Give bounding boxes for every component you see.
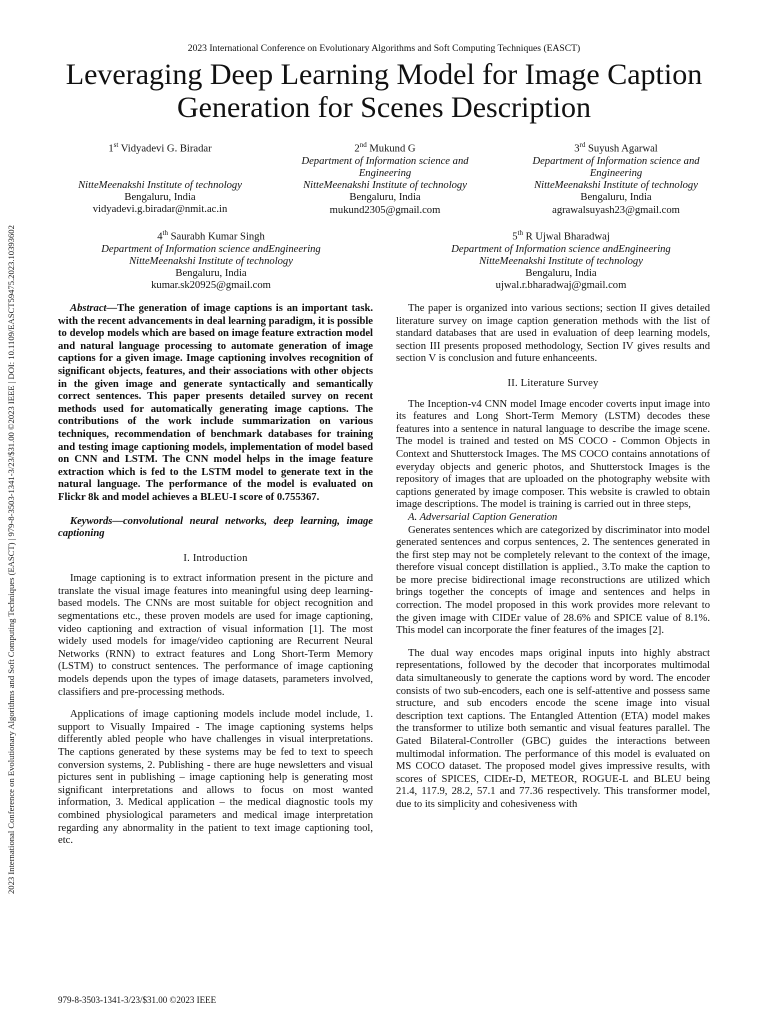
author-institute: NitteMeenakshi Institute of technology	[303, 180, 467, 192]
author-block-2	[286, 139, 484, 217]
author-department: Department of Information science and Engineering	[301, 155, 469, 179]
author-name: 1st Vidyadevi G. Biradar	[108, 141, 212, 155]
author-department: Department of Information science and Engineering	[532, 155, 700, 179]
literature-paragraph-2: Generates sentences which are categorized by discriminator into model generated sentences and corpus sentences, 2. The sentences generated in the first step may not be completely relevant to the context of the image, therefore visual concept distillation is applied., 3.To make the caption to be more precise bidirectional image reconstructions are utilized which brings together the concepts of image and sentences and helps in correction. The model proposed in this work provides more relevant to the given image with CIDEr value of 28.6% and SPICE value of 8.1%. This model can incorporate the finer features of the images [2].	[396, 524, 710, 637]
author-email: mukund2305@gmail.com	[329, 204, 441, 216]
author-city: Bengaluru, India	[175, 268, 247, 280]
author-institute: NitteMeenakshi Institute of technology	[479, 255, 643, 267]
keywords: Keywords—convolutional neural networks, deep learning, image captioning	[58, 515, 373, 540]
author-city: Bengaluru, India	[124, 191, 196, 203]
author-block-5	[430, 227, 692, 293]
author-department: Department of Information science andEngineering	[101, 243, 321, 255]
author-block-4	[80, 227, 342, 293]
author-email: agrawalsuyash23@gmail.com	[552, 204, 680, 216]
author-email: vidyadevi.g.biradar@nmit.ac.in	[92, 204, 228, 216]
abstract: Abstract—The generation of image captions is an important task. with the recent advancements in deal learning paradigm, it is possible to develop models which are based on image feature extraction model and natural language processing to automate generation of image captions for a given image. Image captioning involves recognition of significant objects, features, and their associations with other objects in the given image and generate syntactically and semantically correct sentences. This paper presents detailed survey on recent methods used for automatically generating image captions. The contributions of the work include summarization on various techniques, recommendation of benchmark databases for training and testing image captioning models, implementation of model based on CNN and LSTM. The CNN model helps in the image feature extraction which is fed to the LSTM model to generate text in the natural language. The performance of the model is evaluated on Flickr 8k and model achieves a BLEU-I score of 0.755367.	[58, 303, 373, 503]
author-name: 2nd Mukund G	[354, 141, 416, 155]
intro-paragraph-1: Image captioning is to extract information present in the picture and translate the visual image features into meaningful using deep learning-based models. The CNNs are most suitable for object recognition and segmentations etc., these proven models are used for image captioning, video captioning and extraction of visual information [1]. The most widely used models for image/video captioning are Recurrent Neural Networks (RNN) to extract features and Long Short-Term Memory (LSTM) to construct sentences. The performance of image captioning models depends upon the types of image datasets, parameters involved, classifiers and pre-processing methods.	[58, 573, 373, 698]
side-copyright-text: 2023 International Conference on Evolutionary Algorithms and Soft Computing Techniques (EASCT) | 979-8-3503-1341-3/23/$31.00 ©2023 IEEE | DOI: 10.1109/EASCT59475.2023.10393602	[6, 225, 16, 894]
subsection-heading-adversarial: A. Adversarial Caption Generation	[408, 511, 558, 523]
author-email: kumar.sk20925@gmail.com	[151, 280, 271, 292]
author-city: Bengaluru, India	[349, 192, 421, 204]
literature-paragraph-1: The Inception-v4 CNN model Image encoder coverts input image into its features and Long Short-Term Memory (LSTM) decodes these features into a sentence in natural language to describe the image scene. The model is trained and tested on MS COCO - Common Objects in Context and Shutterstock Images. The MS COCO contains annotations of everyday objects and generic photos, and Shutterstock Images is the repository of images that are uploaded on the photography website with captions generated by image composer. This website is crawled to obtain image descriptions. The model is training is carried out in three steps,	[396, 398, 710, 511]
author-email: ujwal.r.bharadwaj@gmail.com	[495, 280, 627, 292]
footer-copyright: 979-8-3503-1341-3/23/$31.00 ©2023 IEEE	[58, 995, 217, 1005]
right-column	[396, 303, 710, 812]
author-name: 4th Saurabh Kumar Singh	[157, 229, 265, 243]
paper-title: Leveraging Deep Learning Model for Image Caption Generation for Scenes Description	[65, 58, 703, 124]
author-name: 5th R Ujwal Bharadwaj	[512, 229, 610, 243]
author-block-3	[516, 139, 716, 217]
author-city: Bengaluru, India	[525, 268, 597, 280]
side-copyright-note	[4, 134, 18, 894]
author-block-1	[60, 139, 260, 216]
organization-paragraph: The paper is organized into various sections; section II gives detailed literature survey on image caption generation methods with the list of standard databases that are used in evaluation of deep learning models, section III presents proposed methodology, Section IV gives results and section V is conclusion and future enhanceents.	[396, 303, 710, 365]
author-institute: NitteMeenakshi Institute of technology	[78, 179, 242, 191]
intro-paragraph-2: Applications of image captioning models include model include, 1. support to Visually Impaired - The image captioning systems helps differently abled people who have challenges in visual interpretations. The captions generated by these systems may be fed to text to speech conversion systems, 2. Publishing - there are huge newsletters and visual pictures sent in publishing – image captioning help is generating most significant interpretations and allows to focus on most wanted information, 3. Medical application – the medical diagnostic tools my combined physiological parameters and medical image interpretation regarding any abnormality in the patient to text image captioning tool, etc.	[58, 709, 373, 847]
literature-paragraph-3: The dual way encodes maps original inputs into highly abstract representations, followed by the decoder that incorporates multimodal data simultaneously to generate the captions word by word. The encoder consists of two sub-encoders, each one is self-attentive and possess same structure, and sub encoders encode the scene image into visual description text captions. The Entangled Attention (ETA) model makes the transformer to utilize both semantic and visual features parallel. The Gated Bilateral-Controller (GBC) guides the interactions between multimodal information. The performance of this model is evaluated on MS COCO dataset. The proposed model gives impressive results, with scores of SPICES, CIDEr-D, METEOR, ROGUE-L and BLEU being 21.4, 117.9, 28.2, 57.1 and 77.36 respectively. This transformer model, due to its simplicity and cohesiveness with	[396, 647, 710, 810]
author-name: 3rd Suyush Agarwal	[574, 141, 658, 155]
author-city: Bengaluru, India	[580, 192, 652, 204]
left-column	[58, 303, 373, 848]
author-institute: NitteMeenakshi Institute of technology	[129, 255, 293, 267]
author-department: Department of Information science andEngineering	[451, 243, 671, 255]
conference-header: 2023 International Conference on Evolutionary Algorithms and Soft Computing Techniques (EASCT)	[187, 43, 581, 54]
author-institute: NitteMeenakshi Institute of technology	[534, 180, 698, 192]
section-heading-introduction: I. Introduction	[183, 552, 248, 564]
section-heading-literature: II. Literature Survey	[507, 377, 599, 389]
